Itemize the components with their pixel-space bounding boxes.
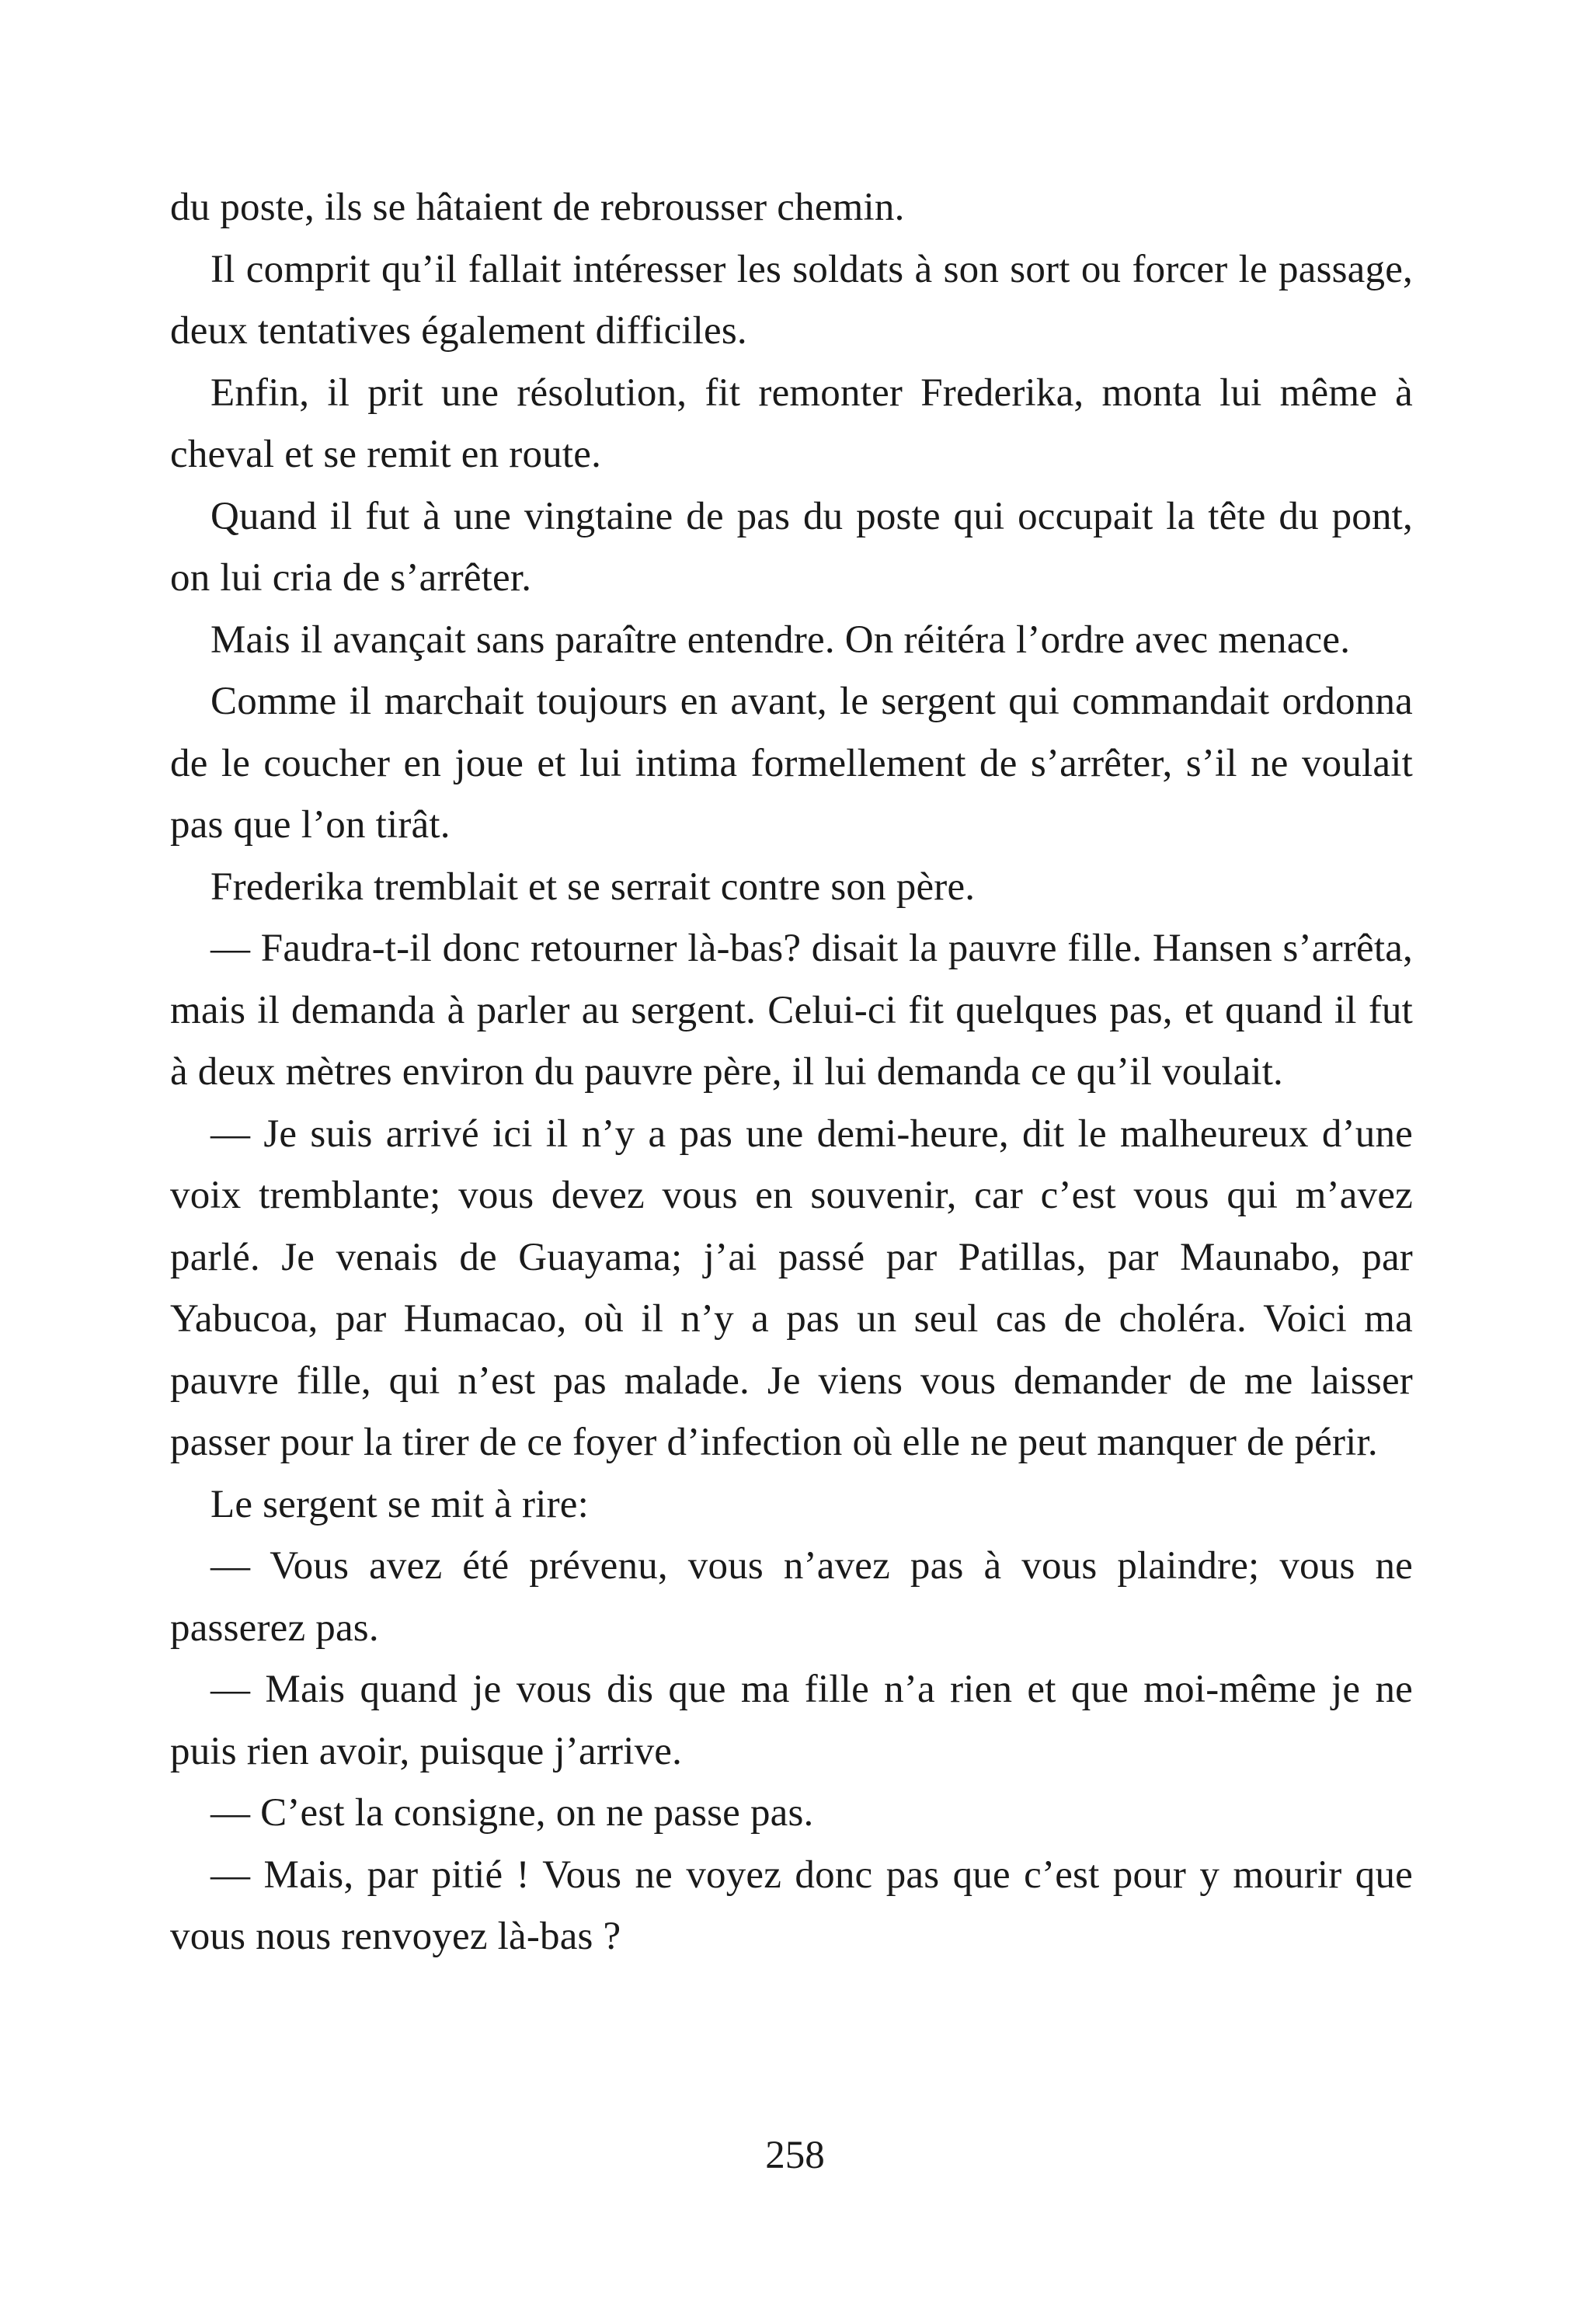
dialogue-paragraph: — Mais, par pitié ! Vous ne voyez donc pas que c’est pour y mourir que vous nous renvoyez là-bas ? [170,1853,1413,1958]
paragraph: Le sergent se mit à rire: [210,1482,589,1526]
paragraph: Comme il marchait toujours en avant, le sergent qui commandait ordonna de le coucher en joue et lui intima formellement de s’arrêter, s’il ne voulait pas que l’on tirât. [170,680,1413,847]
paragraph: Il comprit qu’il fallait intéresser les soldats à son sort ou forcer le passage, deux tentatives également difficiles. [170,247,1413,353]
page-number: 258 [765,2134,825,2177]
paragraph: Frederika tremblait et se serrait contre son père. [210,865,976,909]
paragraph-continued: du poste, ils se hâtaient de rebrousser chemin. [170,186,905,229]
dialogue-paragraph: — Faudra-t-il donc retourner là-bas? disait la pauvre fille. Hansen s’arrêta, mais il demanda à parler au sergent. Celui-ci fit quelques pas, et quand il fut à deux mètres environ du pauvre père, il lui demanda ce qu’il voulait. [170,927,1413,1094]
page-body-text [170,177,1413,1968]
paragraph: Enfin, il prit une résolution, fit remonter Frederika, monta lui même à cheval et se remit en route. [170,371,1413,476]
paragraph: Quand il fut à une vingtaine de pas du poste qui occupait la tête du pont, on lui cria de s’arrêter. [170,494,1413,600]
dialogue-paragraph: — Mais quand je vous dis que ma fille n’a rien et que moi-même je ne puis rien avoir, puisque j’arrive. [170,1668,1413,1773]
dialogue-paragraph: — Vous avez été prévenu, vous n’avez pas à vous plaindre; vous ne passerez pas. [170,1544,1413,1650]
dialogue-paragraph: — Je suis arrivé ici il n’y a pas une demi-heure, dit le malheureux d’une voix tremblante; vous devez vous en souvenir, car c’est vous qui m’avez parlé. Je venais de Guayama; j’ai passé par Patillas, par Maunabo, par Yabucoa, par Humacao, où il n’y a pas un seul cas de choléra. Voici ma pauvre fille, qui n’est pas malade. Je viens vous demander de me laisser passer pour la tirer de ce foyer d’infection où elle ne peut manquer de périr. [170,1112,1413,1464]
dialogue-paragraph: — C’est la consigne, on ne passe pas. [210,1791,814,1835]
paragraph: Mais il avançait sans paraître entendre. On réitéra l’ordre avec menace. [210,618,1351,662]
